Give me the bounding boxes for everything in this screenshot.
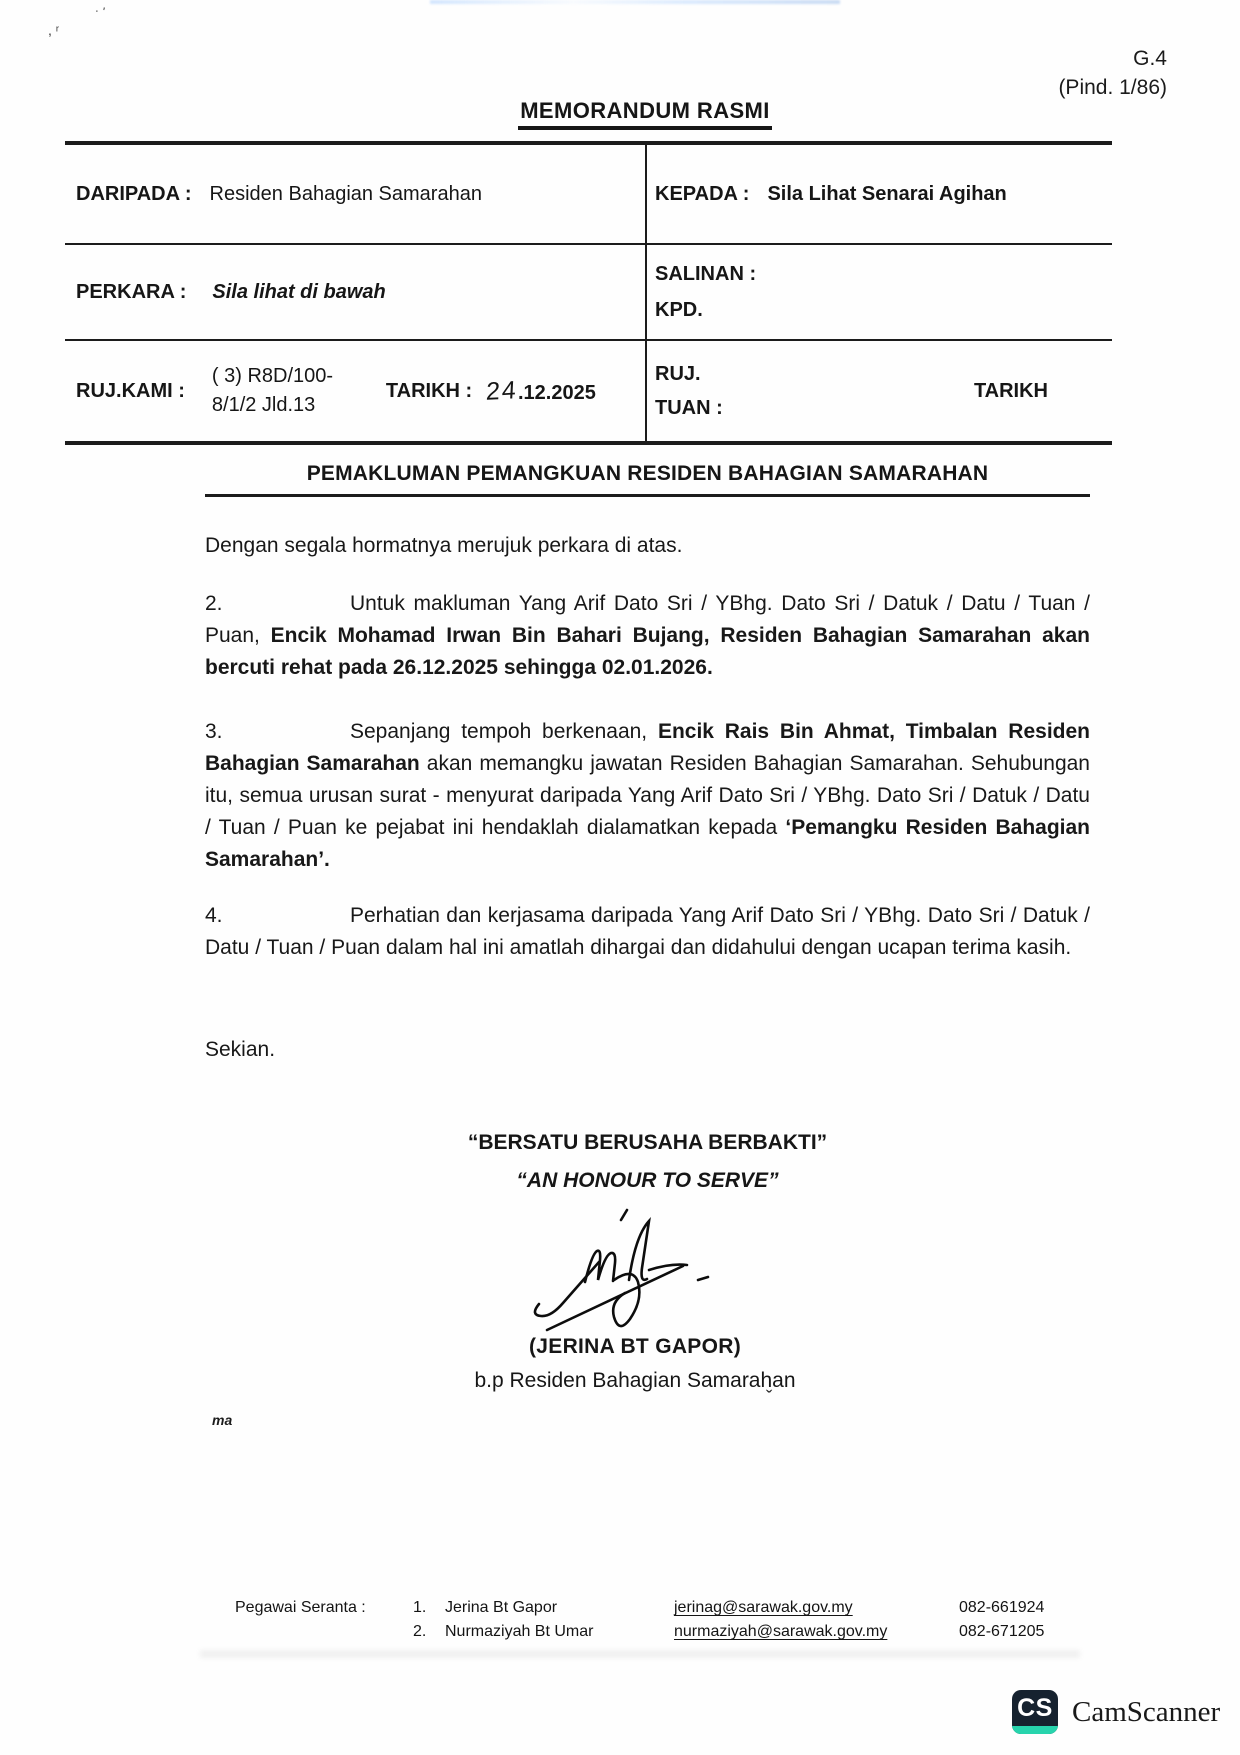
signatory-name: (JERINA BT GAPOR) [529,1335,741,1358]
motto-english: “AN HONOUR TO SERVE” [516,1169,779,1192]
paragraph-4 [205,900,1090,964]
cell-ruj-kami [65,341,645,441]
officer-1-email: jerinag@sarawak.gov.my [674,1599,853,1616]
scan-band-bottom [200,1650,1080,1658]
form-revision: (Pind. 1/86) [1058,76,1167,99]
tarikh-day-handwritten: 24 [485,375,519,406]
perkara-value: Sila lihat di bawah [212,280,386,303]
camscanner-initials: CS [1017,1694,1053,1722]
contact-row [235,1620,1044,1644]
document-title: MEMORANDUM RASMI [0,98,1240,124]
ruj-kami-label: RUJ.KAMI : [76,379,185,402]
cell-daripada [65,145,645,245]
form-code: G.4 [1133,47,1167,70]
daripada-value: Residen Bahagian Samarahan [209,182,482,205]
kepada-value: Sila Lihat Senarai Agihan [767,182,1007,205]
subject-heading: PEMAKLUMAN PEMANGKUAN RESIDEN BAHAGIAN SAMARAHAN [205,462,1090,497]
footer-label: Pegawai Seranta : [235,1599,366,1616]
contact-row [235,1596,1044,1620]
memo-header-table [65,141,1112,445]
closing-word: Sekian. [205,1038,276,1061]
camscanner-watermark [1012,1690,1220,1734]
officer-1-number: 1. [413,1599,427,1616]
paragraph-4-text: Perhatian dan kerjasama daripada Yang Arif Dato Sri / YBhg. Dato Sri / Datuk / Datu / Tuan / Puan dalam hal ini amatlah dihargai dan didahului dengan ucapan terima kasih. [205,904,1090,959]
footer-contacts [235,1596,1044,1644]
scan-smudge-top [430,0,840,4]
camscanner-brand-text: CamScanner [1072,1695,1221,1728]
officer-2-email: nurmaziyah@sarawak.gov.my [674,1623,888,1640]
cell-salinan [645,245,1112,341]
kepada-label: KEPADA : [655,182,750,205]
form-code-block [1058,44,1167,102]
motto-malay: “BERSATU BERUSAHA BERBAKTI” [467,1131,828,1154]
paragraph-2-number: 2. [205,592,223,615]
perkara-label: PERKARA : [76,280,187,303]
paragraph-2 [205,588,1090,684]
officer-1-phone: 082-661924 [959,1599,1045,1616]
signatory-capacity: b.p Residen Bahagian Samarahan [474,1369,796,1392]
camscanner-logo-icon [1012,1690,1058,1734]
paragraph-3-text: Sepanjang tempoh berkenaan, Encik Rais Bin Ahmat, Timbalan Residen Bahagian Samarahan akan memangku jawatan Residen Bahagian Samarahan. Sehubungan itu, semua urusan surat - menyurat daripada Yang Arif Dato Sri / YBhg. Dato Sri / Datuk / Datu / Tuan / Puan ke pejabat ini hendaklah dialamatkan kepada ‘Pemangku Residen Bahagian Samarahan’. [205,720,1091,871]
officer-2-phone: 082-671205 [959,1623,1045,1640]
cell-kepada [645,145,1112,245]
pen-caret-mark: ˇ [766,1388,773,1409]
signature-block [205,1330,1065,1398]
scan-speck-top: · ' [93,3,106,19]
tarikh-kami-value: 24.12.2025 [485,375,596,406]
cell-ruj-tuan [645,341,1112,441]
camscanner-accent-bar [1012,1726,1058,1734]
paragraph-2-text: Untuk makluman Yang Arif Dato Sri / YBhg. Dato Sri / Datuk / Datu / Tuan / Puan, Encik Mohamad Irwan Bin Bahari Bujang, Residen Bahagian Samarahan akan bercuti rehat pada 26.12.2025 sehingga 02.01.2026. [205,592,1090,679]
officer-1-name: Jerina Bt Gapor [445,1599,558,1616]
cell-perkara [65,245,645,341]
salinan-kpd: KPD. [655,299,703,321]
scan-speck-left: , ʳ [48,22,60,38]
ruj-tuan-label: RUJ. TUAN : [655,363,723,419]
tarikh-kami-label: TARIKH : [385,379,473,402]
signature-scribble [525,1206,740,1342]
officer-2-name: Nurmaziyah Bt Umar [445,1623,594,1640]
tarikh-tuan-label: TARIKH [973,379,1048,402]
opening-paragraph: Dengan segala hormatnya merujuk perkara di atas. [205,534,683,557]
typist-initials: ma [212,1412,233,1428]
paragraph-3-number: 3. [205,720,223,743]
motto-block [205,1124,1090,1200]
officer-2-number: 2. [413,1623,427,1640]
footer-label-spacer [235,1620,413,1644]
paragraph-3 [205,716,1090,876]
daripada-label: DARIPADA : [76,182,192,205]
salinan-label: SALINAN : [655,263,757,285]
paragraph-4-number: 4. [205,904,223,927]
ruj-kami-value: ( 3) R8D/100- 8/1/2 Jld.13 [211,365,334,416]
